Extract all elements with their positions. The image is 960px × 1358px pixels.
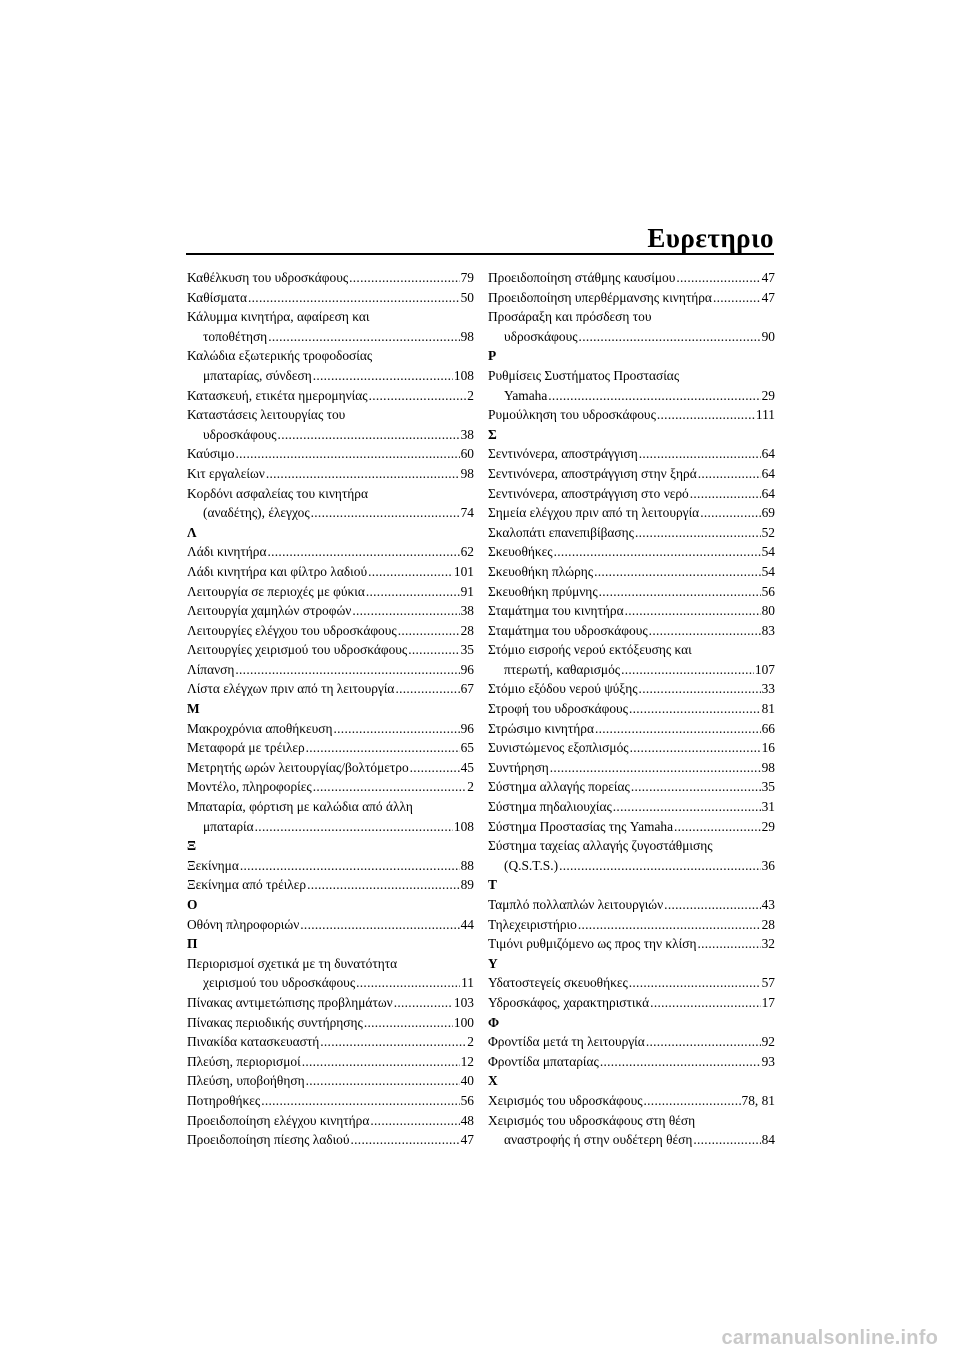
- dot-leader: [625, 601, 761, 621]
- index-entry: [187, 973, 474, 993]
- index-entry: [187, 1130, 474, 1150]
- index-entry: [488, 738, 775, 758]
- index-entry-page: 74: [460, 505, 474, 521]
- index-entry: [187, 738, 474, 758]
- dot-leader: [398, 621, 460, 641]
- dot-leader: [302, 1052, 460, 1072]
- dot-leader: [235, 660, 459, 680]
- index-entry: [187, 582, 474, 602]
- index-entry: [488, 797, 775, 817]
- index-entry: [187, 327, 474, 347]
- index-entry-text: Μεταφορά με τρέιλερ: [187, 740, 305, 756]
- index-entry-text: Σεντινόνερα, αποστράγγιση στην ξηρά: [488, 465, 697, 481]
- index-entry-page: 17: [761, 994, 775, 1010]
- index-entry-text: υδροσκάφους: [203, 426, 277, 442]
- index-entry-line: Περιορισμοί σχετικά με τη δυνατότητα: [187, 955, 398, 971]
- index-entry-text: Οθόνη πληροφοριών: [187, 916, 300, 932]
- index-entry-text: Υδατοστεγείς σκευοθήκες: [488, 975, 628, 991]
- index-entry: [187, 640, 474, 660]
- index-entry-text: Πίνακας αντιμετώπισης προβλημάτων: [187, 994, 393, 1010]
- index-entry-line: Μπαταρία, φόρτιση με καλώδια από άλλη: [187, 799, 413, 815]
- index-entry-page: 98: [460, 328, 474, 344]
- dot-leader: [313, 366, 453, 386]
- index-entry: [187, 719, 474, 739]
- index-entry: [488, 993, 775, 1013]
- index-entry: [488, 915, 775, 935]
- dot-leader: [630, 738, 761, 758]
- index-entry-page: 50: [460, 289, 474, 305]
- index-entry-text: Χειρισμός του υδροσκάφους: [488, 1092, 643, 1108]
- index-entry-page: 79: [460, 270, 474, 285]
- index-entry: [187, 1032, 474, 1052]
- dot-leader: [300, 915, 459, 935]
- dot-leader: [255, 817, 453, 837]
- index-entry-page: 2: [467, 1034, 474, 1050]
- index-entry-page: 93: [761, 1053, 775, 1069]
- index-entry-page: 67: [460, 681, 474, 697]
- index-entry: [187, 758, 474, 778]
- dot-leader: [395, 679, 459, 699]
- index-entry-text: Φροντίδα μπαταρίας: [488, 1053, 599, 1069]
- index-entry-text: αναστροφής ή στην ουδέτερη θέση: [504, 1132, 693, 1148]
- index-entry-text: Πλεύση, περιορισμοί: [187, 1053, 301, 1069]
- dot-leader: [364, 1013, 453, 1033]
- index-entry-page: 111: [755, 407, 775, 423]
- index-entry: [187, 542, 474, 562]
- dot-leader: [306, 1071, 460, 1091]
- index-entry-page: 56: [761, 583, 775, 599]
- index-entry: [488, 1091, 775, 1111]
- index-entry: [488, 1052, 775, 1072]
- index-letter-heading: Ο: [187, 897, 198, 912]
- index-entry-page: 80: [761, 603, 775, 619]
- index-entry-page: 32: [761, 936, 775, 952]
- index-entry-line: Καταστάσεις λειτουργίας του: [187, 407, 346, 423]
- index-letter-heading: Λ: [187, 524, 197, 540]
- index-entry-text: Σεντινόνερα, αποστράγγιση: [488, 446, 638, 462]
- index-letter-heading: Ρ: [488, 348, 497, 364]
- index-entry-text: Συνιστώμενος εξοπλισμός: [488, 740, 629, 756]
- index-entry-text: Λίπανση: [187, 661, 235, 677]
- index-entry-page: 38: [460, 426, 474, 442]
- index-entry-text: τοποθέτηση: [203, 328, 268, 344]
- index-entry: [488, 523, 775, 543]
- index-entry-text: Σύστημα αλλαγής πορείας: [488, 779, 630, 795]
- index-entry-page: 2: [467, 779, 474, 795]
- index-entry-text: Πίνακας περιοδικής συντήρησης: [187, 1014, 363, 1030]
- dot-leader: [559, 856, 761, 876]
- index-entry: [187, 464, 474, 484]
- index-entry-page: 28: [761, 916, 775, 932]
- index-entry-page: 38: [460, 603, 474, 619]
- index-entry-text: Ξεκίνημα από τρέιλερ: [187, 877, 307, 893]
- index-entry-page: 62: [460, 544, 474, 560]
- index-entry-page: 16: [761, 740, 775, 756]
- dot-leader: [644, 1091, 741, 1111]
- index-entry-page: 44: [460, 916, 474, 932]
- index-entry: [187, 875, 474, 895]
- dot-leader: [579, 327, 761, 347]
- dot-leader: [700, 503, 760, 523]
- index-entry-text: Στόμιο εξόδου νερού ψύξης: [488, 681, 638, 697]
- index-entry: [187, 503, 474, 523]
- dot-leader: [307, 875, 460, 895]
- index-entry-page: 43: [761, 897, 775, 912]
- index-entry: [488, 621, 775, 641]
- dot-leader: [621, 660, 754, 680]
- index-entry-page: 48: [460, 1112, 474, 1128]
- index-entry-line: Ρυθμίσεις Συστήματος Προστασίας: [488, 367, 680, 383]
- index-letter-heading: Ξ: [187, 838, 197, 854]
- index-entry-page: 54: [761, 544, 775, 560]
- index-entry: [187, 915, 474, 935]
- index-entry: [488, 503, 775, 523]
- index-entry-page: 101: [453, 563, 474, 579]
- index-letter-heading: Υ: [488, 955, 498, 971]
- index-entry: [488, 268, 775, 288]
- index-entry-page: 107: [754, 661, 775, 677]
- index-letter-heading: Μ: [187, 701, 200, 717]
- index-letter-heading: Φ: [488, 1014, 500, 1030]
- index-entry-text: Σύστημα πηδαλιουχίας: [488, 799, 612, 815]
- index-entry-text: Σκευοθήκες: [488, 544, 553, 560]
- index-entry: [488, 542, 775, 562]
- index-entry-text: Μοντέλο, πληροφορίες: [187, 779, 312, 795]
- index-entry: [488, 405, 775, 425]
- index-entry-page: 108: [453, 818, 474, 834]
- index-entry-line: Κορδόνι ασφαλείας του κινητήρα: [187, 485, 368, 501]
- page-title: Ευρετηριο: [647, 223, 774, 253]
- index-entry-page: 98: [761, 759, 775, 775]
- index-entry: [488, 817, 775, 837]
- index-entry-text: Μετρητής ωρών λειτουργίας/βολτόμετρο: [187, 759, 409, 775]
- index-letter-heading: Π: [187, 936, 198, 952]
- dot-leader: [306, 738, 460, 758]
- index-entry: [187, 679, 474, 699]
- index-entry-page: 103: [453, 994, 474, 1010]
- index-entry-page: 12: [460, 1053, 474, 1069]
- dot-leader: [639, 679, 761, 699]
- dot-leader: [664, 895, 760, 915]
- index-entry: [488, 1032, 775, 1052]
- index-entry-text: μπαταρίας, σύνδεση: [203, 367, 312, 383]
- index-entry-text: Ποτηροθήκες: [187, 1092, 261, 1108]
- dot-leader: [629, 973, 761, 993]
- index-entry-text: Τηλεχειριστήριο: [488, 916, 577, 932]
- index-entry-text: Καύσιμο: [187, 446, 235, 462]
- index-entry-line: Προσάραξη και πρόσδεση του: [488, 309, 652, 325]
- dot-leader: [690, 484, 761, 504]
- index-letter-heading: Χ: [488, 1073, 498, 1089]
- index-entry-line: Χειρισμός του υδροσκάφους στη θέση: [488, 1112, 696, 1128]
- index-entry-page: 108: [453, 367, 474, 383]
- index-entry: [187, 660, 474, 680]
- index-entry: [187, 1071, 474, 1091]
- index-entry-page: 56: [460, 1092, 474, 1108]
- index-entry-text: Πινακίδα κατασκευαστή: [187, 1034, 320, 1050]
- index-entry-line: Κάλυμμα κινητήρα, αφαίρεση και: [187, 309, 370, 325]
- index-entry-text: Τιμόνι ρυθμιζόμενο ως προς την κλίση: [488, 936, 697, 952]
- index-entry-text: Λειτουργία χαμηλών στροφών: [187, 603, 352, 619]
- index-entry-text: Ρυμούλκηση του υδροσκάφους: [488, 407, 656, 423]
- index-entry-text: Συντήρηση: [488, 759, 549, 775]
- dot-leader: [595, 719, 761, 739]
- dot-leader: [394, 993, 453, 1013]
- index-entry: [187, 1013, 474, 1033]
- index-entry-page: 66: [761, 720, 775, 736]
- index-entry: [488, 562, 775, 582]
- index-entry: [187, 993, 474, 1013]
- index-entry-page: 98: [460, 465, 474, 481]
- index-entry-page: 52: [761, 524, 775, 540]
- index-entry-text: Σημεία ελέγχου πριν από τη λειτουργία: [488, 505, 700, 521]
- index-entry-text: Σεντινόνερα, αποστράγγιση στο νερό: [488, 485, 689, 501]
- dot-leader: [649, 621, 761, 641]
- index-entry-text: Καθέλκυση του υδροσκάφους: [187, 270, 349, 285]
- dot-leader: [352, 601, 459, 621]
- index-entry: [488, 679, 775, 699]
- index-entry-page: 65: [460, 740, 474, 756]
- index-entry-page: 40: [460, 1073, 474, 1089]
- dot-leader: [657, 405, 755, 425]
- dot-leader: [236, 444, 460, 464]
- dot-leader: [594, 562, 761, 582]
- index-entry-page: 29: [761, 387, 775, 403]
- index-entry-text: (Q.S.T.S.): [504, 857, 559, 873]
- index-entry-page: 28: [460, 622, 474, 638]
- dot-leader: [550, 758, 761, 778]
- index-entry-page: 47: [761, 270, 775, 285]
- index-entry-text: Σύστημα Προστασίας της Yamaha: [488, 818, 674, 834]
- index-entry-line: Καλώδια εξωτερικής τροφοδοσίας: [187, 348, 373, 364]
- dot-leader: [278, 425, 460, 445]
- index-entry-text: Λάδι κινητήρα και φίλτρο λαδιού: [187, 563, 368, 579]
- dot-leader: [320, 1032, 466, 1052]
- dot-leader: [599, 582, 761, 602]
- index-entry-page: 100: [453, 1014, 474, 1030]
- index-entry-page: 90: [761, 328, 775, 344]
- dot-leader: [600, 1052, 761, 1072]
- dot-leader: [554, 542, 761, 562]
- index-entry-page: 96: [460, 720, 474, 736]
- index-entry: [488, 934, 775, 954]
- dot-leader: [548, 386, 760, 406]
- index-entry: [187, 288, 474, 308]
- index-entry-page: 89: [460, 877, 474, 893]
- index-entry-page: 64: [761, 485, 775, 501]
- index-entry: [488, 601, 775, 621]
- index-entry-page: 64: [761, 465, 775, 481]
- index-entry: [488, 464, 775, 484]
- index-entry: [187, 1091, 474, 1111]
- index-entry: [488, 660, 775, 680]
- dot-leader: [698, 464, 761, 484]
- index-column-right: [488, 268, 775, 1150]
- index-entry-page: 78, 81: [741, 1092, 775, 1108]
- index-entry-page: 36: [761, 857, 775, 873]
- dot-leader: [356, 973, 460, 993]
- index-entry: [488, 758, 775, 778]
- index-entry: [488, 327, 775, 347]
- index-entry: [488, 895, 775, 915]
- dot-leader: [368, 562, 453, 582]
- index-entry: [488, 719, 775, 739]
- dot-leader: [369, 386, 467, 406]
- index-entry-text: Υδροσκάφος, χαρακτηριστικά: [488, 994, 650, 1010]
- watermark: carmanualsonline.info: [721, 1327, 938, 1349]
- index-entry-text: Ξεκίνημα: [187, 857, 239, 873]
- index-entry-text: Πλεύση, υποβοήθηση: [187, 1073, 305, 1089]
- index-entry: [488, 386, 775, 406]
- index-entry-text: Φροντίδα μετά τη λειτουργία: [488, 1034, 645, 1050]
- index-entry-text: Yamaha: [504, 387, 548, 403]
- index-entry: [488, 1130, 775, 1150]
- dot-leader: [366, 582, 460, 602]
- index-entry: [488, 973, 775, 993]
- dot-leader: [349, 268, 459, 288]
- index-entry-page: 35: [460, 642, 474, 658]
- index-entry: [187, 601, 474, 621]
- dot-leader: [639, 444, 761, 464]
- dot-leader: [410, 758, 460, 778]
- index-entry-text: χειρισμού του υδροσκάφους: [203, 975, 356, 991]
- index-entry-text: Στρώσιμο κινητήρα: [488, 720, 594, 736]
- index-entry: [488, 777, 775, 797]
- index-entry: [187, 268, 474, 288]
- index-entry: [187, 817, 474, 837]
- index-entry-page: 33: [761, 681, 775, 697]
- index-entry-line: Στόμιο εισροής νερού εκτόξευσης και: [488, 642, 692, 658]
- index-column-left: [187, 268, 474, 1150]
- index-entry-text: υδροσκάφους: [504, 328, 578, 344]
- index-entry-page: 88: [460, 857, 474, 873]
- index-entry-page: 45: [460, 759, 474, 775]
- index-entry-page: 96: [460, 661, 474, 677]
- index-entry-text: Σταμάτημα του υδροσκάφους: [488, 622, 648, 638]
- index-entry-page: 29: [761, 818, 775, 834]
- index-entry-text: Λειτουργίες ελέγχου του υδροσκάφους: [187, 622, 397, 638]
- index-letter-heading: Τ: [488, 877, 497, 893]
- index-entry-text: Μακροχρόνια αποθήκευση: [187, 720, 333, 736]
- index-entry-page: 64: [761, 446, 775, 462]
- index-entry: [187, 386, 474, 406]
- index-entry-page: 47: [460, 1132, 474, 1148]
- index-entry-line: Σύστημα ταχείας αλλαγής ζυγοστάθμισης: [488, 838, 713, 854]
- index-entry: [187, 562, 474, 582]
- index-entry-text: Σταμάτημα του κινητήρα: [488, 603, 624, 619]
- index-entry-page: 84: [761, 1132, 775, 1148]
- index-entry-text: Προειδοποίηση υπερθέρμανσης κινητήρα: [488, 289, 712, 305]
- dot-leader: [267, 542, 459, 562]
- index-entry: [187, 425, 474, 445]
- index-entry-text: Λάδι κινητήρα: [187, 544, 267, 560]
- index-entry-text: Κιτ εργαλείων: [187, 465, 265, 481]
- dot-leader: [370, 1111, 459, 1131]
- index-entry-text: Σκευοθήκη πρύμνης: [488, 583, 598, 599]
- index-entry-text: Προειδοποίηση στάθμης καυσίμου: [488, 270, 676, 285]
- dot-leader: [268, 327, 459, 347]
- dot-leader: [248, 288, 460, 308]
- index-entry: [187, 856, 474, 876]
- index-entry: [187, 1111, 474, 1131]
- dot-leader: [266, 464, 460, 484]
- index-entry: [187, 366, 474, 386]
- index-entry-text: Καθίσματα: [187, 289, 248, 305]
- dot-leader: [635, 523, 761, 543]
- index-entry: [488, 288, 775, 308]
- dot-leader: [646, 1032, 761, 1052]
- dot-leader: [578, 915, 761, 935]
- dot-leader: [334, 719, 460, 739]
- dot-leader: [713, 288, 761, 308]
- index-entry-text: πτερωτή, καθαρισμός: [504, 661, 621, 677]
- index-entry: [488, 582, 775, 602]
- index-entry-text: Σκαλοπάτι επανεπιβίβασης: [488, 524, 634, 540]
- index-entry: [187, 621, 474, 641]
- index-entry-text: μπαταρία: [203, 818, 254, 834]
- index-entry-page: 31: [761, 799, 775, 815]
- index-entry-text: Λίστα ελέγχων πριν από τη λειτουργία: [187, 681, 395, 697]
- index-entry-text: Λειτουργία σε περιοχές με φύκια: [187, 583, 365, 599]
- dot-leader: [676, 268, 760, 288]
- index-entry-page: 81: [761, 701, 775, 717]
- dot-leader: [629, 699, 761, 719]
- dot-leader: [674, 817, 761, 837]
- index-entry-page: 35: [761, 779, 775, 795]
- dot-leader: [650, 993, 760, 1013]
- index-entry-text: Κατασκευή, ετικέτα ημερομηνίας: [187, 387, 368, 403]
- index-entry-page: 60: [460, 446, 474, 462]
- index-entry-page: 91: [460, 583, 474, 599]
- dot-leader: [697, 934, 760, 954]
- index-entry-text: Σκευοθήκη πλώρης: [488, 563, 594, 579]
- index-letter-heading: Σ: [488, 426, 497, 442]
- index-entry: [488, 699, 775, 719]
- index-entry-text: Στροφή του υδροσκάφους: [488, 701, 628, 717]
- dot-leader: [313, 777, 467, 797]
- dot-leader: [261, 1091, 459, 1111]
- index-entry-page: 92: [761, 1034, 775, 1050]
- index-entry-page: 69: [761, 505, 775, 521]
- dot-leader: [693, 1130, 760, 1150]
- dot-leader: [351, 1130, 460, 1150]
- dot-leader: [240, 856, 460, 876]
- index-entry-page: 47: [761, 289, 775, 305]
- index-entry-text: Λειτουργίες χειρισμού του υδροσκάφους: [187, 642, 408, 658]
- index-entry-text: (αναδέτης), έλεγχος: [203, 505, 310, 521]
- index-entry: [488, 856, 775, 876]
- index-entry-page: 54: [761, 563, 775, 579]
- index-entry: [187, 777, 474, 797]
- title-rule: [186, 253, 774, 255]
- dot-leader: [613, 797, 761, 817]
- dot-leader: [631, 777, 761, 797]
- index-entry-page: 2: [467, 387, 474, 403]
- index-entry-page: 83: [761, 622, 775, 638]
- dot-leader: [311, 503, 460, 523]
- index-entry-text: Ταμπλό πολλαπλών λειτουργιών: [488, 897, 664, 912]
- dot-leader: [408, 640, 459, 660]
- index-entry-page: 57: [761, 975, 775, 991]
- index-entry: [187, 1052, 474, 1072]
- index-entry: [488, 444, 775, 464]
- index-entry-page: 11: [461, 975, 474, 991]
- index-entry-text: Προειδοποίηση ελέγχου κινητήρα: [187, 1112, 370, 1128]
- index-entry: [488, 484, 775, 504]
- index-entry-text: Προειδοποίηση πίεσης λαδιού: [187, 1132, 350, 1148]
- index-entry: [187, 444, 474, 464]
